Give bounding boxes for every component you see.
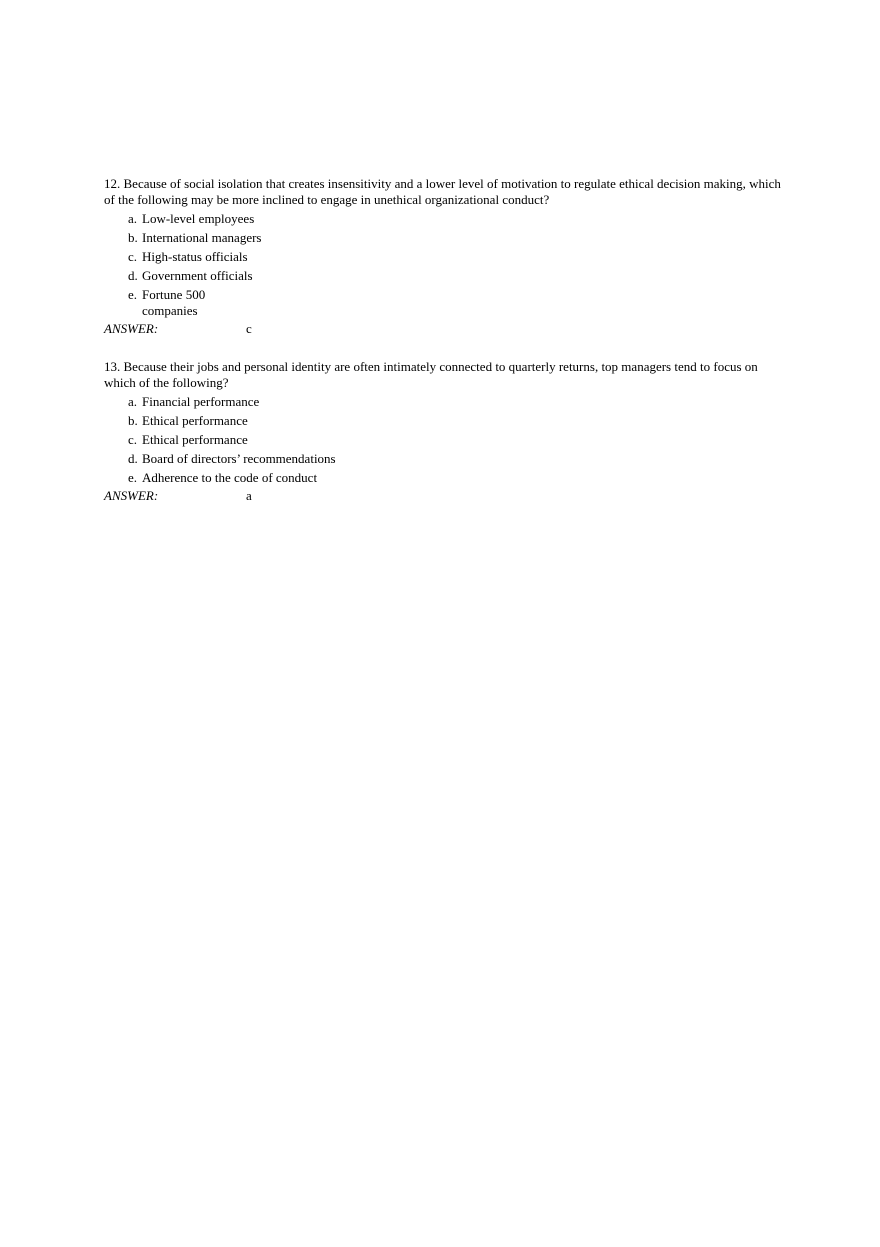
option-a [104, 394, 784, 410]
option-text: Ethical performance [142, 432, 248, 447]
option-text: Low-level employees [142, 211, 255, 226]
option-letter: b. [128, 230, 138, 245]
answer-row [104, 321, 784, 337]
question-stem: 13. Because their jobs and personal identity are often intimately connected to quarterly returns, top managers tend to focus on which of the following? [104, 359, 758, 390]
option-b [104, 230, 784, 246]
option-text: International managers [142, 230, 262, 245]
answer-label: ANSWER: [104, 321, 159, 336]
question-13 [104, 359, 784, 504]
option-text: Fortune 500 companies [142, 287, 206, 318]
option-letter: c. [128, 249, 138, 264]
option-letter: b. [128, 413, 138, 428]
option-text: Board of directors’ recommendations [142, 451, 336, 466]
option-b [104, 413, 784, 429]
option-letter: a. [128, 394, 138, 409]
option-letter: d. [128, 451, 138, 466]
answer-value: c [246, 321, 252, 336]
option-letter: e. [128, 287, 138, 302]
answer-row [104, 488, 784, 504]
question-12 [104, 176, 784, 337]
option-text: Financial performance [142, 394, 260, 409]
option-c [104, 432, 784, 448]
answer-label: ANSWER: [104, 488, 159, 503]
question-stem: 12. Because of social isolation that creates insensitivity and a lower level of motivation to regulate ethical decision making, which of the following may be more inclined to engage in unethical organizational conduct? [104, 176, 781, 207]
option-text: Government officials [142, 268, 253, 283]
option-e [104, 287, 784, 319]
option-text: High-status officials [142, 249, 248, 264]
option-e [104, 470, 784, 486]
option-text: Adherence to the code of conduct [142, 470, 318, 485]
option-text: Ethical performance [142, 413, 248, 428]
option-letter: c. [128, 432, 138, 447]
option-letter: e. [128, 470, 138, 485]
option-d [104, 268, 784, 284]
option-c [104, 249, 784, 265]
option-a [104, 211, 784, 227]
option-list [104, 211, 784, 319]
option-list [104, 394, 784, 486]
option-letter: d. [128, 268, 138, 283]
option-d [104, 451, 784, 467]
answer-value: a [246, 488, 252, 503]
option-letter: a. [128, 211, 138, 226]
